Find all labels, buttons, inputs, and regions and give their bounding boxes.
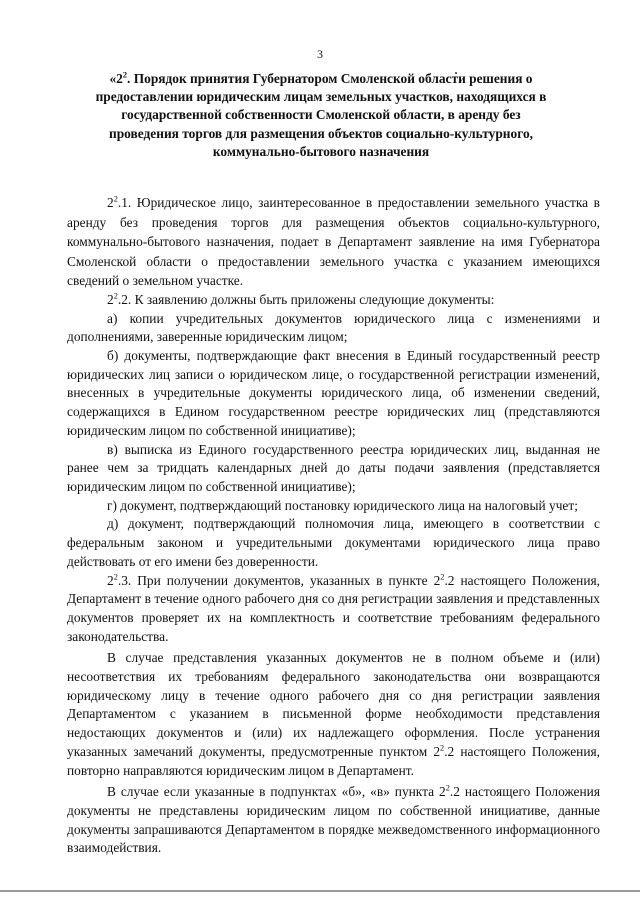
- para-text: .2 настоящего Положения, Департамент в течение одного рабочего дня со дня регистрации заявления и представленных документов проверяет их на комплектность и соответствие требованиям федерального законодательства.: [67, 572, 600, 644]
- title-number-sup: 2: [122, 70, 128, 80]
- para-ref: 2: [439, 784, 446, 800]
- list-item-d: д) документ, подтверждающий полномочия лица, имеющего в соответствии с федеральным законом и учредительными документами юридического лица право действовать от его имени без доверенности.: [67, 516, 600, 569]
- para-text: .2 настоящего Положения, повторно направляются юридическим лицом в Департамент.: [67, 743, 601, 778]
- para-text: .3. При получении документов, указанных в пункте: [117, 572, 434, 588]
- para-text: В случае если указанные в подпунктах «б», «в» пункта: [107, 784, 440, 800]
- list-item-a: а) копии учредительных документов юридического лица с изменениями и дополнениями, заверенные юридическим лицом;: [67, 310, 600, 345]
- para-ref: 2: [433, 572, 441, 588]
- paragraph-incomplete-documents: [67, 649, 600, 780]
- paragraph-2-2-2: [67, 291, 600, 310]
- para-text: В случае представления указанных документов не в полном объеме и (или) несоответствия их требованиям федерального законодательства они возвращаются юридическому лицу в течение одного рабочего дня со дня регистрации заявления Департаментом с указанием в письменной форме необходимости представления недостающих документов и (или) их надлежащего оформления. После устранения указанных замечаний документы, предусмотренные пунктом: [67, 650, 600, 759]
- scan-edge-line: [0, 890, 640, 892]
- para-ref-sup: 2: [440, 572, 445, 582]
- document-body: [67, 193, 600, 858]
- para-text: .2. К заявлению должны быть приложены следующие документы:: [117, 291, 495, 307]
- list-item-b: б) документы, подтверждающие факт внесения в Единый государственный реестр юридических лиц записи о юридическом лице, о государственной регистрации изменений, внесенных в учредительные документы юридического лица, об изменении сведений, содержащихся в Едином государственном реестре юридических лиц (представляются юридическим лицом по собственной инициативе);: [67, 348, 600, 438]
- para-number-sup: 2: [113, 291, 118, 301]
- para-number-sup: 2: [113, 572, 118, 582]
- para-ref-sup: 2: [445, 783, 450, 793]
- title-text: . Порядок принятия Губернатором Смоленской области решения о предоставлении юридическим лицам земельных участков, находящихся в государственной собственности Смоленской области, в аренду без проведения торгов для размещения объектов социально-культурного, коммунально-бытового назначения: [95, 71, 547, 159]
- paragraph-interagency-request: [67, 783, 600, 858]
- para-text: .1. Юридическое лицо, заинтересованное в предоставлении земельного участка в аренду без проведения торгов для размещения объектов социально-культурного, коммунально-бытового назначения, подает в Департамент заявление на имя Губернатора Смоленской области о предоставлении земельного участка с указанием имеющихся сведений о земельном участке.: [67, 195, 600, 289]
- section-title: [90, 70, 552, 161]
- para-text: .2 настоящего Положения документы не представлены юридическим лицом по собственной инициативе, данные документы запрашиваются Департаментом в порядке межведомственного информационного взаимодействия.: [67, 784, 600, 856]
- list-item-v: в) выписка из Единого государственного реестра юридических лиц, выданная не ранее чем за тридцать календарных дней до даты подачи заявления (представляется юридическим лицом по собственной инициативе);: [67, 441, 600, 494]
- para-number: 2: [107, 195, 114, 210]
- paragraph-2-2-3: [67, 572, 600, 647]
- para-number: 2: [107, 572, 114, 588]
- para-number: 2: [107, 291, 114, 307]
- paragraph-2-2-1: [67, 193, 600, 291]
- para-number-sup: 2: [113, 194, 118, 204]
- list-item-g: г) документ, подтверждающий постановку юридического лица на налоговый учет;: [107, 497, 578, 513]
- page-number: 3: [317, 47, 323, 61]
- para-ref: 2: [433, 743, 441, 759]
- title-number: «2: [109, 71, 123, 86]
- para-ref-sup: 2: [440, 743, 445, 753]
